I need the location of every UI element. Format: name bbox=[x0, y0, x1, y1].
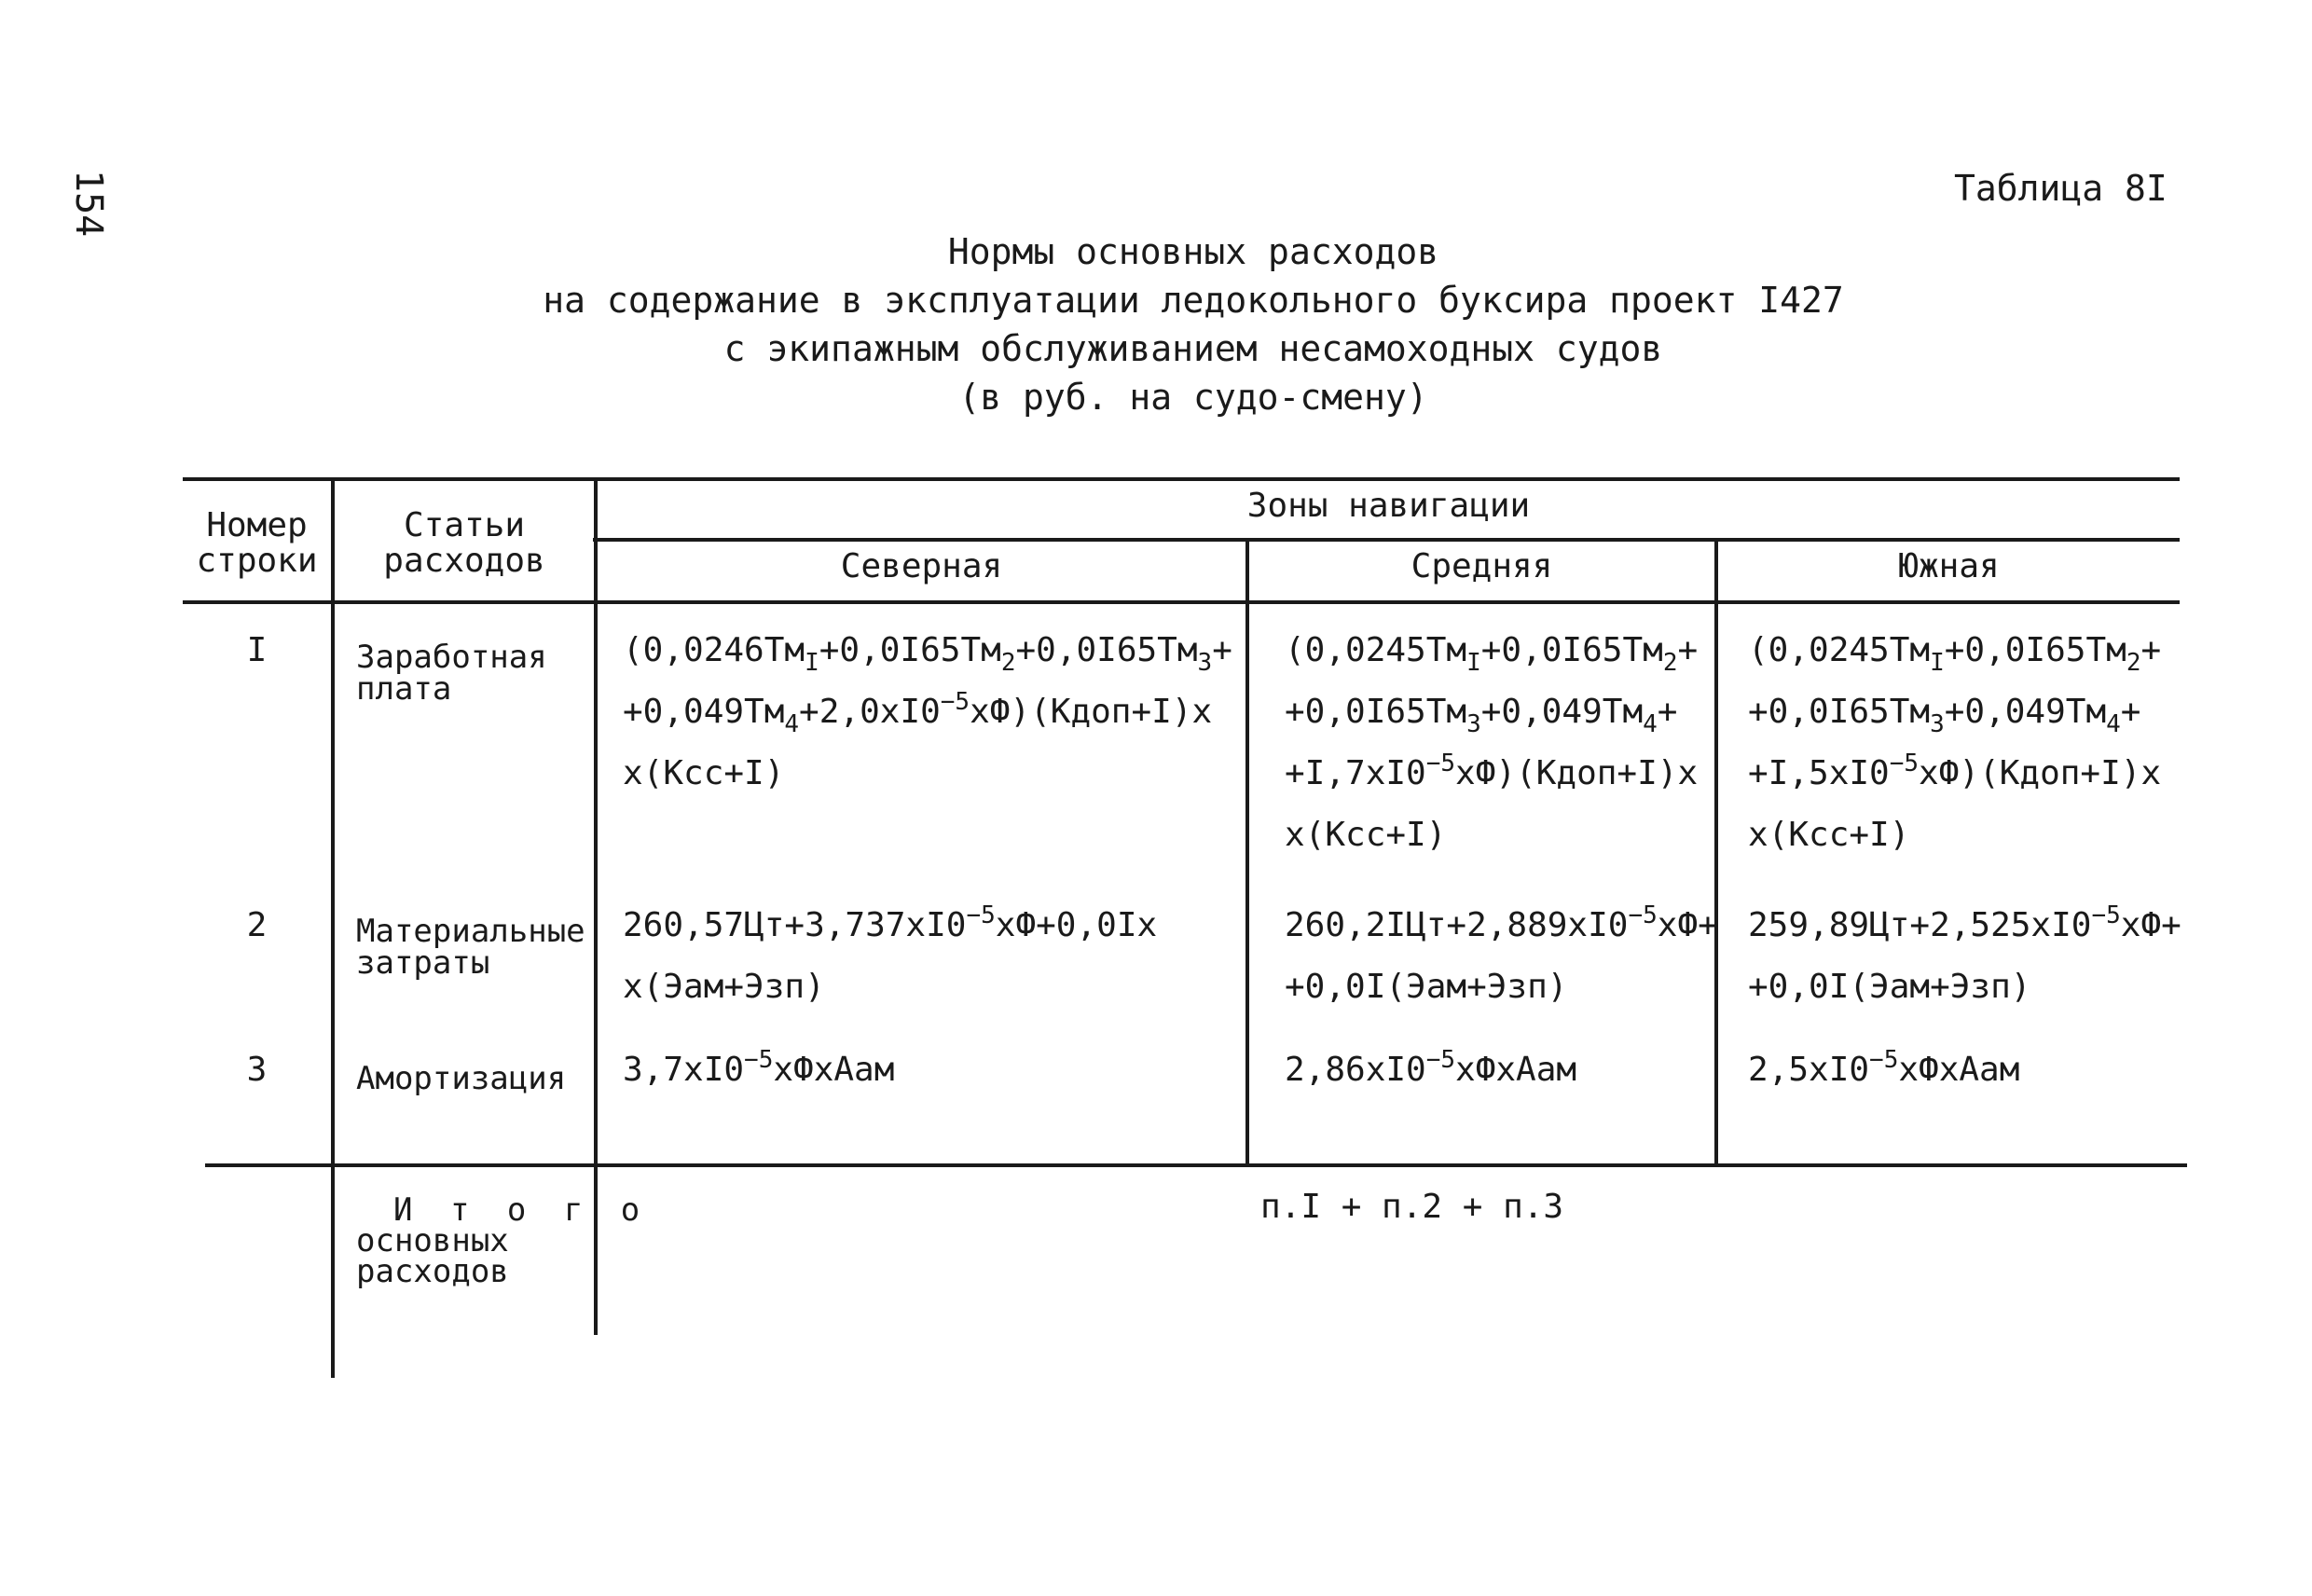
header-zone-middle: Средняя bbox=[1411, 547, 1553, 585]
title-line-2: на содержание в эксплуатации ледокольного буксира проект I427 bbox=[543, 280, 1844, 321]
formula-line: $+I,5хI0^{-5}хФ)(Кдоп+I)х$ bbox=[1748, 750, 2162, 792]
formula-line: х(Ксс+I) bbox=[1748, 816, 1910, 854]
table-label: Таблица 8I bbox=[1954, 168, 2168, 209]
expense-item-label-line: плата bbox=[356, 670, 452, 708]
expense-item-label bbox=[356, 1060, 567, 1097]
row-number: I bbox=[246, 631, 268, 669]
formula-cell bbox=[623, 620, 1232, 805]
title-line-1: Нормы основных расходов bbox=[947, 231, 1439, 272]
formula-line: $260,2IЦт+2,889хI0^{-5}хФ+$ bbox=[1285, 901, 1718, 944]
formula-line: х(Ксс+I) bbox=[1285, 816, 1447, 854]
formula-line: $+I,7хI0^{-5}хФ)(Кдоп+I)х$ bbox=[1285, 750, 1699, 792]
formula-cell bbox=[623, 1039, 894, 1101]
header-row-number-line: строки bbox=[196, 542, 318, 580]
formula-line: $260,57Цт+3,737хI0^{-5}хФ+0,0Iх$ bbox=[623, 901, 1158, 944]
header-expense-items bbox=[335, 508, 594, 579]
total-rule bbox=[205, 1163, 2187, 1167]
header-zones-title: Зоны навигации bbox=[1246, 487, 1531, 525]
formula-cell bbox=[623, 895, 1157, 1018]
formula-cell bbox=[1748, 620, 2161, 866]
formula-cell bbox=[1748, 1039, 2019, 1101]
total-label-line: И т о г о bbox=[393, 1191, 650, 1229]
zones-rule bbox=[593, 538, 2180, 542]
formula-line: х(Ксс+I) bbox=[623, 754, 785, 792]
formula-line: $3,7хI0^{-5}хФхАам$ bbox=[623, 1046, 895, 1089]
formula-cell bbox=[1285, 1039, 1576, 1101]
formula-line: +0,0I(Эам+Эзп) bbox=[1285, 968, 1568, 1006]
header-row-number bbox=[183, 508, 331, 579]
formula-line: $2,86хI0^{-5}хФхАам$ bbox=[1285, 1046, 1577, 1089]
formula-line: $+0,0I65Тм_3+0,049Тм_4+$ bbox=[1748, 693, 2141, 738]
total-formula: п.I + п.2 + п.3 bbox=[1260, 1188, 1564, 1226]
expense-item-label-line: Материальные bbox=[356, 913, 585, 950]
formula-cell bbox=[1285, 895, 1718, 1018]
formula-line: $2,5хI0^{-5}хФхАам$ bbox=[1748, 1046, 2020, 1089]
title-line-4: (в руб. на судо-смену) bbox=[958, 377, 1428, 418]
header-row-number-line: Номер bbox=[206, 506, 308, 544]
expense-item-label-line: затраты bbox=[356, 944, 490, 982]
column-divider-items bbox=[331, 477, 335, 1378]
expense-item-label bbox=[356, 913, 585, 982]
table-top-rule bbox=[183, 477, 2180, 481]
formula-cell bbox=[1748, 895, 2181, 1018]
title-line-3: с экипажным обслуживанием несамоходных судов bbox=[723, 328, 1663, 369]
formula-line: +0,0I(Эам+Эзп) bbox=[1748, 968, 2031, 1006]
column-divider-south bbox=[1714, 538, 1718, 1164]
header-expense-items-line: расходов bbox=[383, 542, 545, 580]
formula-line: х(Эам+Эзп) bbox=[623, 968, 825, 1006]
formula-line: ($0,0246Тм_I+0,0I65Тм_2+0,0I65Тм_3+$ bbox=[623, 631, 1232, 677]
total-label bbox=[356, 1191, 650, 1290]
header-expense-items-line: Статьи bbox=[403, 506, 526, 544]
formula-line: ($0,0245Тм_I+0,0I65Тм_2+$ bbox=[1285, 631, 1699, 677]
total-label-line: основных bbox=[356, 1222, 509, 1259]
page-number: 154 bbox=[67, 170, 110, 238]
header-zone-north: Северная bbox=[840, 547, 1003, 585]
formula-line: $+0,049Тм_4+2,0хI0^{-5}хФ)(Кдоп+I)х$ bbox=[623, 688, 1213, 738]
total-label-line: расходов bbox=[356, 1253, 509, 1290]
expense-item-label bbox=[356, 639, 547, 708]
expense-item-label-line: Амортизация bbox=[356, 1060, 567, 1097]
formula-line: $259,89Цт+2,525хI0^{-5}хФ+$ bbox=[1748, 901, 2181, 944]
column-divider-middle bbox=[1245, 538, 1249, 1164]
row-number: 3 bbox=[246, 1051, 268, 1089]
formula-line: ($0,0245Тм_I+0,0I65Тм_2+$ bbox=[1748, 631, 2162, 677]
header-zone-south: Южная bbox=[1898, 547, 2000, 585]
expense-item-label-line: Заработная bbox=[356, 639, 547, 676]
formula-cell bbox=[1285, 620, 1698, 866]
row-number: 2 bbox=[246, 906, 268, 944]
formula-line: $+0,0I65Тм_3+0,049Тм_4+$ bbox=[1285, 693, 1678, 738]
header-bottom-rule bbox=[183, 600, 2180, 604]
